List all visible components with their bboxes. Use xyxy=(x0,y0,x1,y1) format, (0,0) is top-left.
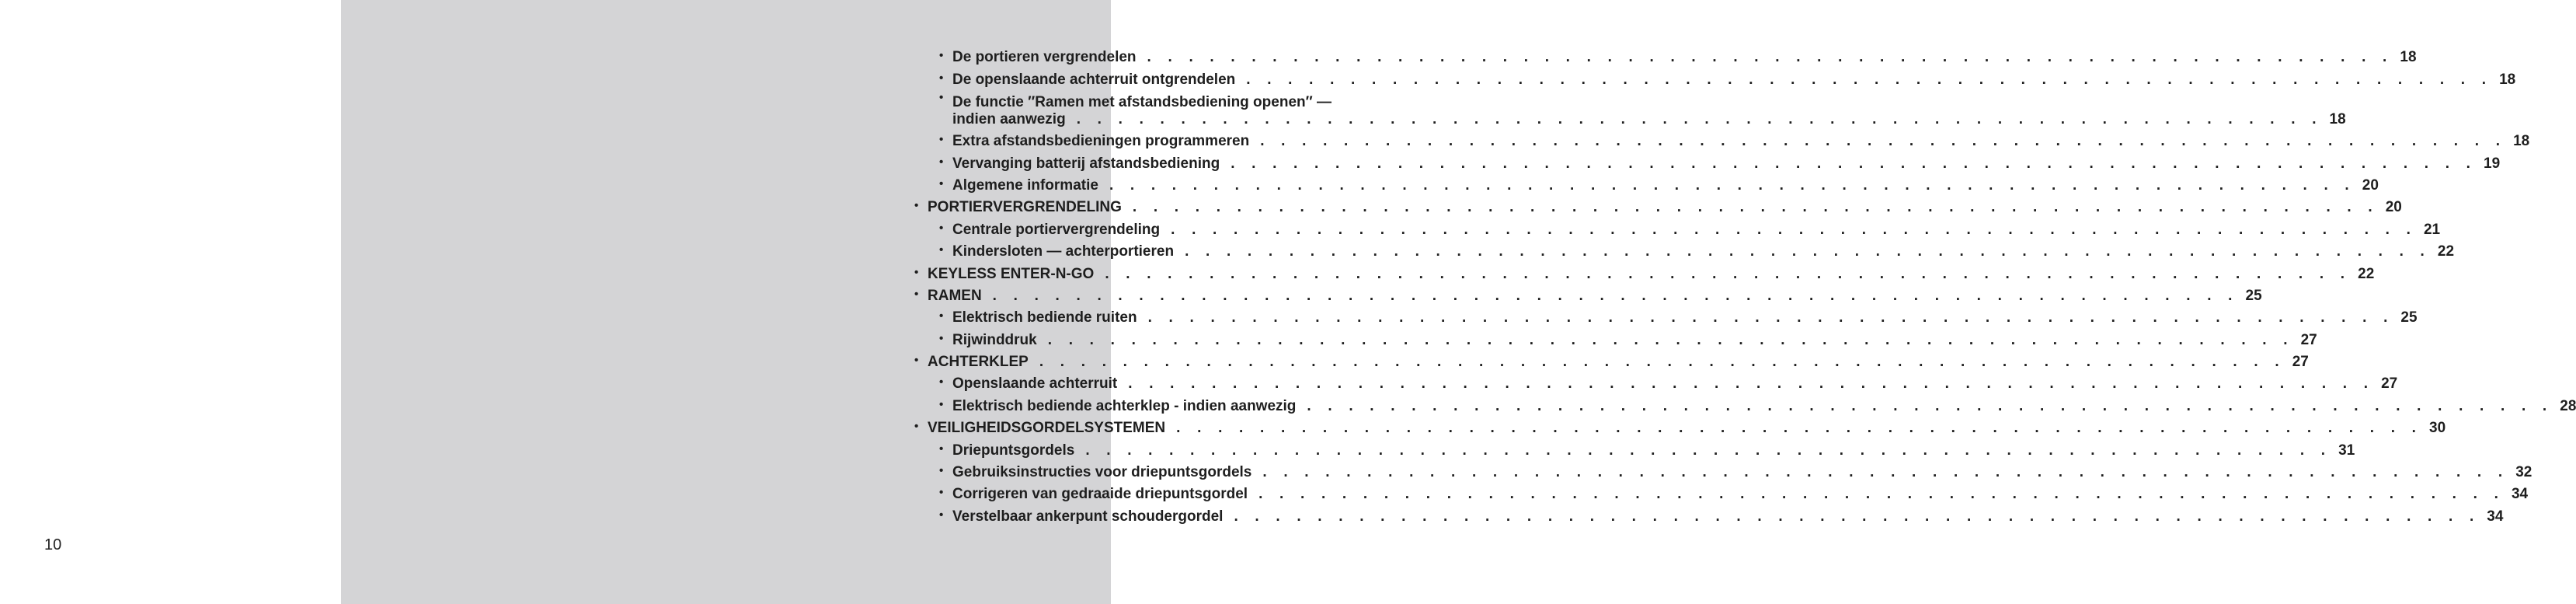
toc-entry[interactable] xyxy=(914,89,2346,128)
toc-entry-label: De openslaande achterruit ontgrendelen xyxy=(952,71,1236,88)
toc-entry-label: Verstelbaar ankerpunt schoudergordel xyxy=(952,508,1224,525)
toc-page-ref: 30 xyxy=(2429,420,2446,437)
bullet-icon: • xyxy=(939,464,944,478)
toc-page-ref: 18 xyxy=(2499,71,2516,88)
dot-leader: . . . . . . . . . . . . . . . . . . . . . . . . . . . . . . . . . . . . . . . . . . . . . . . . . . . . . . . . . . . . xyxy=(1109,176,2355,194)
toc-panel xyxy=(341,0,2576,604)
toc-page-ref: 31 xyxy=(2338,442,2355,459)
toc-entry[interactable] xyxy=(914,66,2516,88)
toc-page-ref: 34 xyxy=(2487,508,2504,525)
toc-entry[interactable] xyxy=(914,260,2375,282)
toc-entry-label: Extra afstandsbedieningen programmeren xyxy=(952,133,1250,150)
bullet-icon: • xyxy=(939,508,944,522)
bullet-icon: • xyxy=(939,309,944,323)
toc-page-ref: 19 xyxy=(2484,155,2501,172)
bullet-icon: • xyxy=(939,155,944,169)
toc-entry[interactable] xyxy=(914,393,2576,414)
toc-entry[interactable] xyxy=(914,481,2529,503)
toc-entry-label-continued: indien aanwezig xyxy=(952,110,1066,127)
toc-page-ref: 27 xyxy=(2300,331,2317,348)
bullet-icon: • xyxy=(939,133,944,147)
dot-leader: . . . . . . . . . . . . . . . . . . . . . . . . . . . . . . . . . . . . . . . . . . . . . . . . . . . . . . . . . . . . xyxy=(1085,442,2332,459)
toc-entry[interactable] xyxy=(914,283,2262,305)
bullet-icon: • xyxy=(914,287,919,301)
bullet-icon: • xyxy=(914,354,919,368)
toc-page-ref: 21 xyxy=(2423,221,2441,238)
bullet-icon: • xyxy=(939,243,944,257)
toc-entry-label: De portieren vergrendelen xyxy=(952,49,1137,66)
bullet-icon: • xyxy=(914,420,919,434)
toc-page-ref: 18 xyxy=(2513,133,2530,150)
dot-leader: . . . . . . . . . . . . . . . . . . . . . . . . . . . . . . . . . . . . . . . . . . . . . . . . . . . . . . . . . . . . xyxy=(1105,265,2351,282)
toc-entry[interactable] xyxy=(914,173,2379,194)
dot-leader: . . . . . . . . . . . . . . . . . . . . . . . . . . . . . . . . . . . . . . . . . . . . . . . . . . . . . . . . . . . . xyxy=(1234,508,2480,525)
dot-leader: . . . . . . . . . . . . . . . . . . . . . . . . . . . . . . . . . . . . . . . . . . . . . . . . . . . . . . . . . . . . xyxy=(1128,375,2375,393)
toc-entry[interactable] xyxy=(914,349,2309,371)
toc-entry[interactable] xyxy=(914,194,2402,216)
dot-leader: . . . . . . . . . . . . . . . . . . . . . . . . . . . . . . . . . . . . . . . . . . . . . . . . . . . . . . . . . . . . xyxy=(1076,110,2323,127)
bullet-icon: • xyxy=(939,90,944,104)
toc-entry-label: De functie ″Ramen met afstandsbediening openen″ — xyxy=(952,93,1332,110)
toc-entry-label: Kindersloten — achterportieren xyxy=(952,243,1175,260)
toc-page-ref: 22 xyxy=(2358,265,2375,282)
bullet-icon: • xyxy=(939,442,944,456)
table-of-contents xyxy=(914,44,2576,525)
toc-entry-label: Algemene informatie xyxy=(952,176,1098,194)
bullet-icon: • xyxy=(939,397,944,411)
dot-leader: . . . . . . . . . . . . . . . . . . . . . . . . . . . . . . . . . . . . . . . . . . . . . . . . . . . . . . . . . . . . xyxy=(1260,133,2507,150)
dot-leader: . . . . . . . . . . . . . . . . . . . . . . . . . . . . . . . . . . . . . . . . . . . . . . . . . . . . . . . . . . . . xyxy=(1171,221,2418,238)
toc-entry-label: PORTIERVERGRENDELING xyxy=(928,199,1122,216)
dot-leader: . . . . . . . . . . . . . . . . . . . . . . . . . . . . . . . . . . . . . . . . . . . . . . . . . . . . . . . . . . . . xyxy=(1147,49,2393,66)
dot-leader: . . . . . . . . . . . . . . . . . . . . . . . . . . . . . . . . . . . . . . . . . . . . . . . . . . . . . . . . . . . . xyxy=(1047,331,2294,348)
bullet-icon: • xyxy=(939,176,944,190)
dot-leader: . . . . . . . . . . . . . . . . . . . . . . . . . . . . . . . . . . . . . . . . . . . . . . . . . . . . . . . . . . . . xyxy=(1262,464,2509,481)
toc-entry[interactable] xyxy=(914,415,2446,437)
page-number: 10 xyxy=(44,536,62,553)
bullet-icon: • xyxy=(939,375,944,389)
toc-entry[interactable] xyxy=(914,216,2441,238)
toc-entry[interactable] xyxy=(914,128,2530,150)
toc-entry[interactable] xyxy=(914,437,2355,459)
dot-leader: . . . . . . . . . . . . . . . . . . . . . . . . . . . . . . . . . . . . . . . . . . . . . . . . . . . . . . . . . . . . xyxy=(1185,243,2432,260)
bullet-icon: • xyxy=(939,71,944,85)
toc-entry[interactable] xyxy=(914,503,2504,525)
toc-entry-label: Vervanging batterij afstandsbediening xyxy=(952,155,1220,172)
toc-page-ref: 18 xyxy=(2400,49,2417,66)
toc-entry-label: VEILIGHEIDSGORDELSYSTEMEN xyxy=(928,420,1166,437)
toc-entry-label: ACHTERKLEP xyxy=(928,354,1029,371)
bullet-icon: • xyxy=(939,221,944,235)
toc-entry-label: Rijwinddruk xyxy=(952,331,1037,348)
toc-page-ref: 32 xyxy=(2515,464,2532,481)
toc-page-ref: 34 xyxy=(2511,486,2529,503)
dot-leader: . . . . . . . . . . . . . . . . . . . . . . . . . . . . . . . . . . . . . . . . . . . . . . . . . . . . . . . . . . . . xyxy=(1246,71,2493,88)
dot-leader: . . . . . . . . . . . . . . . . . . . . . . . . . . . . . . . . . . . . . . . . . . . . . . . . . . . . . . . . . . . . xyxy=(1132,199,2379,216)
toc-entry-title xyxy=(952,94,2346,128)
toc-entry-label: Gebruiksinstructies voor driepuntsgordels xyxy=(952,464,1252,481)
toc-entry[interactable] xyxy=(914,239,2455,260)
toc-page-ref: 20 xyxy=(2385,199,2402,216)
toc-entry[interactable] xyxy=(914,150,2501,172)
toc-entry[interactable] xyxy=(914,305,2418,326)
toc-page-ref: 25 xyxy=(2400,309,2418,326)
dot-leader: . . . . . . . . . . . . . . . . . . . . . . . . . . . . . . . . . . . . . . . . . . . . . . . . . . . . . . . . . . . . xyxy=(1176,420,2423,437)
dot-leader: . . . . . . . . . . . . . . . . . . . . . . . . . . . . . . . . . . . . . . . . . . . . . . . . . . . . . . . . . . . . xyxy=(1231,155,2477,172)
toc-entry[interactable] xyxy=(914,371,2398,393)
toc-entry-label: Centrale portiervergrendeling xyxy=(952,221,1161,238)
toc-entry-label: Elektrisch bediende achterklep - indien aanwezig xyxy=(952,397,1297,414)
toc-page-ref: 28 xyxy=(2560,397,2576,414)
dot-leader: . . . . . . . . . . . . . . . . . . . . . . . . . . . . . . . . . . . . . . . . . . . . . . . . . . . . . . . . . . . . xyxy=(1307,397,2553,414)
bullet-icon: • xyxy=(939,486,944,500)
toc-entry-label: Openslaande achterruit xyxy=(952,375,1118,393)
dot-leader: . . . . . . . . . . . . . . . . . . . . . . . . . . . . . . . . . . . . . . . . . . . . . . . . . . . . . . . . . . . . xyxy=(992,287,2239,304)
toc-entry-label: Driepuntsgordels xyxy=(952,442,1075,459)
toc-entry-label: Corrigeren van gedraaide driepuntsgordel xyxy=(952,486,1248,503)
bullet-icon: • xyxy=(939,49,944,63)
toc-entry[interactable] xyxy=(914,44,2417,66)
bullet-icon: • xyxy=(939,331,944,345)
toc-entry-label: Elektrisch bediende ruiten xyxy=(952,309,1137,326)
bullet-icon: • xyxy=(914,265,919,279)
toc-entry[interactable] xyxy=(914,459,2532,481)
dot-leader: . . . . . . . . . . . . . . . . . . . . . . . . . . . . . . . . . . . . . . . . . . . . . . . . . . . . . . . . . . . . xyxy=(1258,486,2505,503)
toc-page-ref: 25 xyxy=(2245,287,2262,304)
toc-entry-label: RAMEN xyxy=(928,287,982,304)
dot-leader: . . . . . . . . . . . . . . . . . . . . . . . . . . . . . . . . . . . . . . . . . . . . . . . . . . . . . . . . . . . . xyxy=(1147,309,2394,326)
toc-page-ref: 22 xyxy=(2437,243,2455,260)
toc-page-ref: 20 xyxy=(2362,176,2379,194)
bullet-icon: • xyxy=(914,199,919,213)
toc-entry-label: KEYLESS ENTER-N-GO xyxy=(928,265,1095,282)
toc-entry[interactable] xyxy=(914,326,2317,348)
toc-page-ref: 27 xyxy=(2381,375,2398,393)
toc-page-ref: 18 xyxy=(2329,110,2346,127)
dot-leader: . . . . . . . . . . . . . . . . . . . . . . . . . . . . . . . . . . . . . . . . . . . . . . . . . . . . . . . . . . . . xyxy=(1039,354,2285,371)
toc-page-ref: 27 xyxy=(2292,354,2309,371)
